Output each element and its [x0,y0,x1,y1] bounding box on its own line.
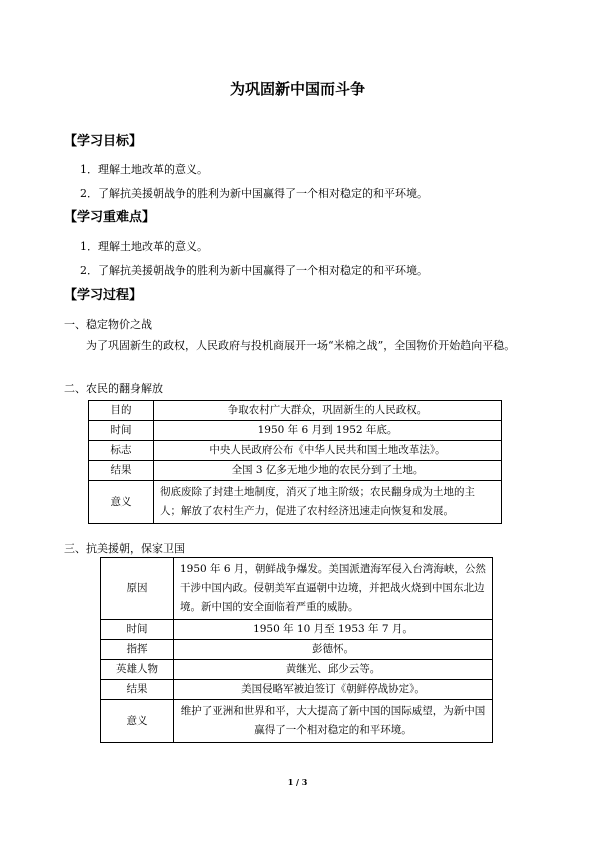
key-points-heading: 【学习重难点】 [64,210,156,225]
objective-item-1: 1．理解土地改革的意义。 [80,163,208,176]
objective-item-2: 2．了解抗美援朝战争的胜利为新中国赢得了一个相对稳定的和平环境。 [80,187,428,200]
row-label: 标志 [89,441,154,461]
row-value: 中央人民政府公布《中华人民共和国土地改革法》。 [154,441,502,461]
land-reform-table [88,400,502,524]
page-number: 1 / 3 [287,777,308,787]
row-label: 英雄人物 [101,660,174,680]
row-label: 意义 [89,481,154,524]
table-row [101,558,493,620]
table-row [101,700,493,743]
row-label: 意义 [101,700,174,743]
row-label: 目的 [89,401,154,421]
section1-text: 为了巩固新生的政权，人民政府与投机商展开一场“米棉之战”，全国物价开始趋向平稳。 [86,339,516,352]
table-row [89,441,502,461]
key-point-item-1: 1．理解土地改革的意义。 [80,240,208,253]
section1-heading: 一、稳定物价之战 [64,318,152,331]
row-value: 彻底废除了封建土地制度，消灭了地主阶级；农民翻身成为土地的主人；解放了农村生产力，促进了农村经济迅速走向恢复和发展。 [154,481,502,524]
row-label: 原因 [101,558,174,620]
korean-war-table [100,557,493,743]
table-row [89,461,502,481]
row-label: 结果 [89,461,154,481]
section3-heading: 三、抗美援朝，保家卫国 [64,542,185,555]
row-label: 时间 [89,421,154,441]
page-title: 为巩固新中国而斗争 [229,80,365,98]
objectives-heading: 【学习目标】 [64,134,143,149]
table-row [89,421,502,441]
row-value: 维护了亚洲和世界和平，大大提高了新中国的国际威望，为新中国赢得了一个相对稳定的和平环境。 [174,700,493,743]
row-label: 时间 [101,620,174,640]
table-row [101,680,493,700]
row-label: 结果 [101,680,174,700]
section2-heading: 二、农民的翻身解放 [64,382,163,395]
row-value: 全国 3 亿多无地少地的农民分到了土地。 [154,461,502,481]
table-row [101,620,493,640]
row-value: 1950 年 10 月至 1953 年 7 月。 [174,620,493,640]
key-point-item-2: 2．了解抗美援朝战争的胜利为新中国赢得了一个相对稳定的和平环境。 [80,264,428,277]
row-value: 争取农村广大群众，巩固新生的人民政权。 [154,401,502,421]
row-value: 1950 年 6 月，朝鲜战争爆发。美国派遣海军侵入台湾海峡，公然干涉中国内政。侵朝美军直逼朝中边境，并把战火烧到中国东北边境。新中国的安全面临着严重的威胁。 [174,558,493,620]
row-value: 1950 年 6 月到 1952 年底。 [154,421,502,441]
table-row [101,640,493,660]
row-value: 美国侵略军被迫签订《朝鲜停战协定》。 [174,680,493,700]
row-label: 指挥 [101,640,174,660]
table-row [101,660,493,680]
table-row [89,401,502,421]
process-heading: 【学习过程】 [64,288,143,303]
table-row [89,481,502,524]
row-value: 彭德怀。 [174,640,493,660]
row-value: 黄继光、邱少云等。 [174,660,493,680]
